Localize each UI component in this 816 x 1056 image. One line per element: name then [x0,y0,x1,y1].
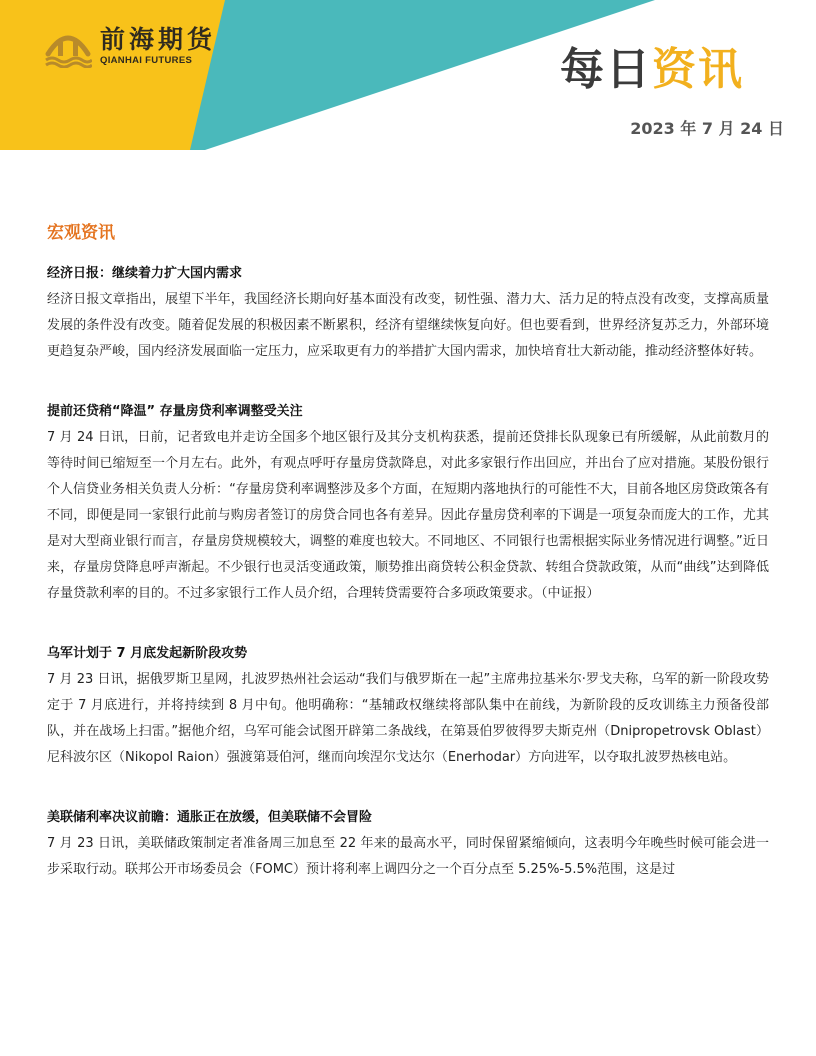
article-body: 经济日报文章指出，展望下半年，我国经济长期向好基本面没有改变，韧性强、潜力大、活力足的特点没有改变，支撑高质量发展的条件没有改变。随着促发展的积极因素不断累积，经济有望继续恢复向好。但也要看到，世界经济复苏乏力，外部环境更趋复杂严峻，国内经济发展面临一定压力，应采取更有力的举措扩大国内需求，加快培育壮大新动能，推动经济整体好转。 [47,292,769,359]
article-body: 7 月 23 日讯，据俄罗斯卫星网，扎波罗热州社会运动“我们与俄罗斯在一起”主席弗拉基米尔·罗戈夫称，乌军的新一阶段攻势定于 7 月底进行，并将持续到 8 月中旬。他明确称：“基辅政权继续将部队集中在前线，为新阶段的反攻训练主力预备役部队，并在战场上扫雷。”据他介绍，乌军可能会试图开辟第二条战线，在第聂伯罗彼得罗夫斯克州（Dnipropetrovsk Oblast）尼科波尔区（Nikopol Raion）强渡第聂伯河，继而向埃涅尔戈达尔（Enerhodar）方向进军，以夺取扎波罗热核电站。 [47,672,769,765]
article [47,641,769,771]
article [47,261,769,365]
article-title: 经济日报：继续着力扩大国内需求 [47,266,243,281]
logo-chinese-name: 前海期货 [100,24,217,54]
article-title: 美联储利率决议前瞻：通胀正在放缓，但美联储不会冒险 [47,810,373,825]
article-body: 7 月 24 日讯，日前，记者致电并走访全国多个地区银行及其分支机构获悉，提前还贷排长队现象已有所缓解，从此前数月的等待时间已缩短至一个月左右。此外，有观点呼吁存量房贷款降息，对此多家银行作出回应，并出台了应对措施。某股份银行个人信贷业务相关负责人分析：“存量房贷利率调整涉及多个方面，在短期内落地执行的可能性不大，目前各地区房贷政策各有不同，即便是同一家银行此前与购房者签订的房贷合同也各有差异。因此存量房贷利率的下调是一项复杂而庞大的工作，尤其是对大型商业银行而言，存量房贷规模较大，调整的难度也较大。不同地区、不同银行也需根据实际业务情况进行调整。”近日来，存量房贷降息呼声渐起。不少银行也灵活变通政策，顺势推出商贷转公积金贷款、转组合贷款政策，从而“曲线”达到降低存量贷款利率的目的。不过多家银行工作人员介绍，合理转贷需要符合多项政策要求。（中证报） [47,430,769,601]
page-title [560,44,744,95]
report-date: 2023 年 7 月 24 日 [630,119,784,138]
article-body: 7 月 23 日讯，美联储政策制定者准备周三加息至 22 年来的最高水平，同时保留紧缩倾向，这表明今年晚些时候可能会进一步采取行动。联邦公开市场委员会（FOMC）预计将利率上调四分之一个百分点至 5.25%-5.5%范围，这是过 [47,836,769,877]
logo-emblem-icon [44,24,92,68]
article [47,805,769,883]
article-title: 提前还贷稍“降温” 存量房贷利率调整受关注 [47,404,303,419]
title-part-1: 每日 [560,44,652,95]
title-part-2: 资讯 [652,44,744,95]
article-title: 乌军计划于 7 月底发起新阶段攻势 [47,646,248,661]
article [47,399,769,607]
logo-english-name: QIANHAI FUTURES [100,54,193,66]
main-content [47,219,769,883]
section-title: 宏观资讯 [47,223,115,243]
company-logo [44,24,216,68]
